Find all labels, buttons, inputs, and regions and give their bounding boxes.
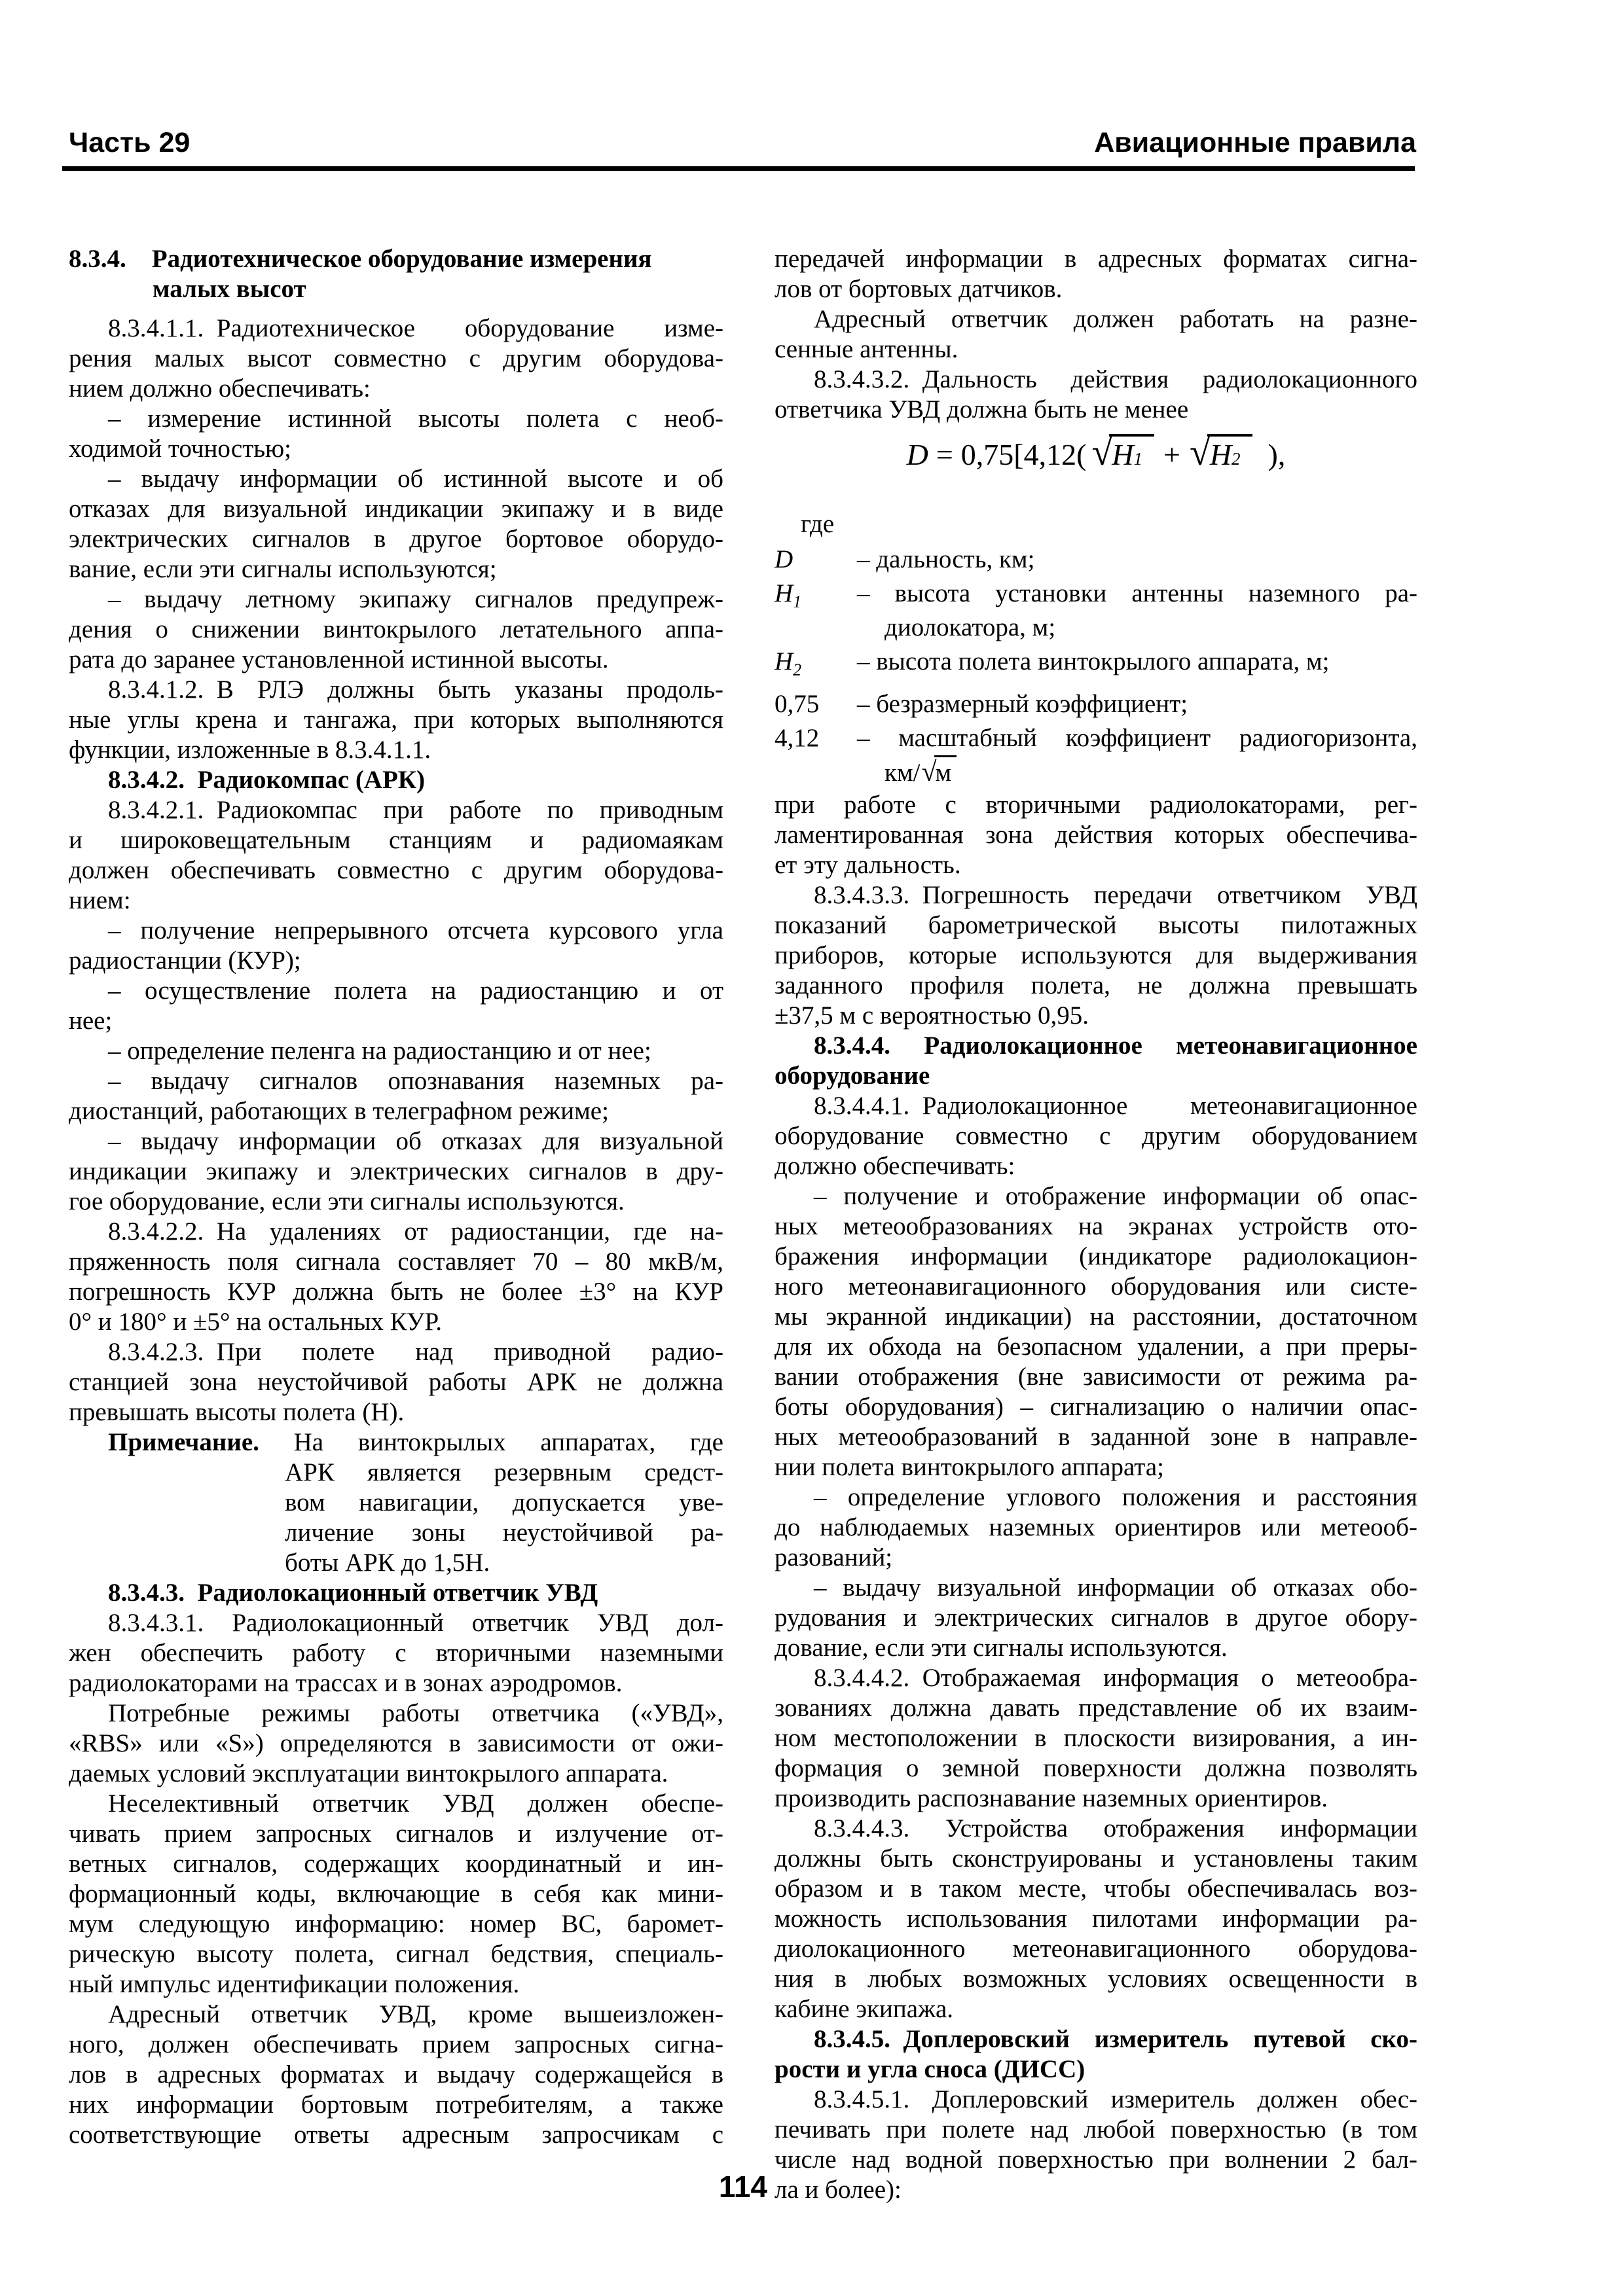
- text-line: ответчика УВД должна быть не менее: [775, 395, 1189, 423]
- text-line: гое оборудование, если эти сигналы используются.: [69, 1187, 625, 1215]
- text-line: Потребные режимы работы ответчика («УВД»,: [108, 1699, 723, 1727]
- text-line: 0° и 180° и ±5° на остальных КУР.: [69, 1308, 443, 1336]
- text-line: 8.3.4.3.3. Погрешность передачи ответчиком УВД: [814, 880, 1417, 909]
- text-line: 8.3.4.2.1. Радиокомпас при работе по приводным: [108, 796, 723, 824]
- section-heading: рости и угла сноса (ДИСС): [775, 2054, 1085, 2083]
- text-line: приборов, которые используются для выдерживания: [775, 941, 1417, 969]
- text-line: – измерение истинной высоты полета с необ-: [108, 404, 723, 433]
- text-line: ла и более):: [775, 2175, 902, 2204]
- text-line: можность использования пилотами информации ра-: [775, 1904, 1417, 1933]
- section-heading: оборудование: [775, 1061, 930, 1090]
- header-document-title: Авиационные правила: [1094, 127, 1416, 158]
- text-line: для их обхода на безопасном удалении, а при преры-: [775, 1332, 1417, 1361]
- text-line: – определение углового положения и расстояния: [814, 1482, 1417, 1511]
- definition-text: [857, 721, 1417, 790]
- text-line: мы экранной индикации) на расстоянии, достаточном: [775, 1302, 1417, 1331]
- text-line: погрешность КУР должна быть не более ±3° на КУР: [69, 1278, 723, 1306]
- text-line: 8.3.4.1.1. Радиотехническое оборудование изме-: [108, 314, 723, 342]
- square-root: [921, 755, 957, 787]
- section-heading: 8.3.4.3. Радиолокационный ответчик УВД: [108, 1579, 598, 1607]
- text-line: 8.3.4.4.2. Отображаемая информация о метеообра-: [814, 1663, 1417, 1692]
- text-line: должны быть сконструированы и установлены таким: [775, 1844, 1417, 1873]
- text-line: соответствующие ответы адресным запросчикам с: [69, 2121, 723, 2149]
- text-line: ных метеообразованиях на экранах устройств ото-: [775, 1211, 1417, 1240]
- text-line: кабине экипажа.: [775, 1994, 954, 2023]
- text-line: бражения информации (индикаторе радиолокацион-: [775, 1242, 1417, 1270]
- text-line: нии полета винтокрылого аппарата;: [775, 1452, 1164, 1481]
- definition-term: 0,75: [775, 689, 820, 718]
- text-line: 8.3.4.4.1. Радиолокационное метеонавигационное: [814, 1091, 1417, 1120]
- text-line: – выдачу информации об истинной высоте и об: [108, 465, 723, 493]
- text-line: превышать высоты полета (Н).: [69, 1398, 405, 1426]
- text-line: ет эту дальность.: [775, 850, 961, 879]
- text-line: ного, должен обеспечивать прием запросных сигна-: [69, 2030, 723, 2058]
- text-line: ный импульс идентификации положения.: [69, 1970, 520, 1998]
- definition-row: [775, 687, 1417, 721]
- text-line: – безразмерный коэффициент;: [857, 689, 1188, 718]
- text-line: ±37,5 м с вероятностью 0,95.: [775, 1001, 1089, 1030]
- text-line: вании отображения (вне зависимости от режима ра-: [775, 1362, 1417, 1391]
- text-line: диолокатора, м;: [884, 613, 1056, 641]
- text-line: при работе с вторичными радиолокаторами, рег-: [775, 790, 1417, 819]
- text-line: электрических сигналов в другое бортовое оборудо-: [69, 525, 723, 553]
- definition-text: [857, 687, 1417, 721]
- section-heading: 8.3.4.5. Доплеровский измеритель путевой ско-: [814, 2024, 1417, 2053]
- text-line: функции, изложенные в 8.3.4.1.1.: [69, 736, 431, 764]
- text-line: образом и в таком месте, чтобы обеспечивалась воз-: [775, 1874, 1417, 1903]
- text-line: ного метеонавигационного оборудования или систе-: [775, 1272, 1417, 1300]
- text-line: рения малых высот совместно с другим оборудова-: [69, 344, 723, 372]
- text-line: нием:: [69, 886, 131, 914]
- text-line: дения о снижении винтокрылого летательного аппа-: [69, 615, 723, 643]
- radical-sign-icon: √: [1091, 431, 1113, 473]
- definition-text: [857, 543, 1417, 577]
- text-line: – выдачу летному экипажу сигналов предупреж-: [108, 585, 723, 613]
- radicand: H1: [1109, 434, 1154, 476]
- text-line: формационный коды, включающие в себя как мини-: [69, 1880, 723, 1908]
- text-line: даемых условий эксплуатации винтокрылого аппарата.: [69, 1759, 668, 1787]
- text-line: – получение и отображение информации об опас-: [814, 1181, 1417, 1210]
- text-line: ные углы крена и тангажа, при которых выполняются: [69, 706, 723, 734]
- section-heading: 8.3.4. Радиотехническое оборудование измерения: [69, 245, 652, 273]
- header-part-number: Часть 29: [69, 127, 191, 158]
- text-line: ных метеообразований в заданной зоне в направле-: [775, 1422, 1417, 1451]
- text-line: передачей информации в адресных форматах сигна-: [775, 245, 1417, 273]
- text-line: 8.3.4.4.3. Устройства отображения информации: [814, 1814, 1417, 1842]
- page-number: 114: [718, 2170, 768, 2204]
- text-line: ния в любых возможных условиях освещенности в: [775, 1964, 1417, 1993]
- distance-formula: D = 0,75[4,12( √ H1 + √ H2 ),: [775, 434, 1417, 499]
- text-line: Неселективный ответчик УВД должен обеспе-: [108, 1789, 723, 1818]
- text-line: 8.3.4.3.2. Дальность действия радиолокационного: [814, 365, 1417, 393]
- note-line: личение зоны неустойчивой ра-: [285, 1518, 723, 1547]
- text-line: 8.3.4.2.2. На удалениях от радиостанции, где на-: [108, 1217, 723, 1246]
- text-line: – выдачу информации об отказах для визуальной: [108, 1127, 723, 1155]
- note-line: вом навигации, допускается уве-: [285, 1488, 723, 1516]
- section-heading: 8.3.4.4. Радиолокационное метеонавигационное: [814, 1031, 1417, 1060]
- text-line: оборудование совместно с другим оборудованием: [775, 1121, 1417, 1150]
- text-line: чивать прием запросных сигналов и излучение от-: [69, 1820, 723, 1848]
- text-line: 8.3.4.1.2. В РЛЭ должны быть указаны продоль-: [108, 675, 723, 704]
- left-column: [69, 244, 723, 2205]
- text-line: лов в адресных форматах и выдачу содержащейся в: [69, 2060, 723, 2089]
- text-line: отказах для визуальной индикации экипажу и в виде: [69, 495, 723, 523]
- text-line: жен обеспечить работу с вторичными наземными: [69, 1639, 723, 1667]
- text-line: диостанций, работающих в телеграфном режиме;: [69, 1097, 609, 1125]
- text-line: станцией зона неустойчивой работы АРК не должна: [69, 1368, 723, 1396]
- text-line: км/ √ м: [857, 755, 1417, 790]
- definition-row: [775, 721, 1417, 790]
- text-line: пряженность поля сигнала составляет 70 – 80 мкВ/м,: [69, 1247, 723, 1276]
- text-line: – осуществление полета на радиостанцию и от: [108, 977, 723, 1005]
- text-line: вание, если эти сигналы используются;: [69, 555, 497, 583]
- text-line: показаний барометрической высоты пилотажных: [775, 910, 1417, 939]
- text-line: индикации экипажу и электрических сигналов в дру-: [69, 1157, 723, 1185]
- note-line: АРК является резервным средст-: [285, 1458, 723, 1486]
- text-line: и широковещательным станциям и радиомаякам: [69, 826, 723, 854]
- text-line: числе над водной поверхностью при волнении 2 бал-: [775, 2145, 1417, 2174]
- page-header: [69, 127, 1416, 158]
- text-line: ходимой точностью;: [69, 435, 291, 463]
- definition-row: [775, 645, 1417, 687]
- text-line: лов от бортовых датчиков.: [775, 275, 1063, 303]
- text-line: ламентированная зона действия которых обеспечива-: [775, 820, 1417, 849]
- header-rule: [62, 166, 1415, 171]
- radicand: м: [934, 755, 957, 787]
- text-line: Адресный ответчик УВД, кроме вышеизложен-: [108, 2000, 723, 2028]
- text-line: печивать при полете над любой поверхностью (в том: [775, 2115, 1417, 2144]
- text-line: должен обеспечивать совместно с другим оборудова-: [69, 856, 723, 884]
- text-line: ветных сигналов, содержащих координатный и ин-: [69, 1850, 723, 1878]
- text-line: – выдачу визуальной информации об отказах обо-: [814, 1573, 1417, 1602]
- definition-term: D: [775, 545, 793, 573]
- text-line: них информации бортовым потребителям, а также: [69, 2090, 723, 2119]
- text-line: 8.3.4.2.3. При полете над приводной радио-: [108, 1338, 723, 1366]
- text-line: Адресный ответчик должен работать на разне-: [814, 305, 1417, 333]
- text-line: радиостанции (КУР);: [69, 946, 301, 975]
- text-line: рудования и электрических сигналов в другое обору-: [775, 1603, 1417, 1632]
- text-line: до наблюдаемых наземных ориентиров или метеооб-: [775, 1513, 1417, 1541]
- text-line: дование, если эти сигналы используются.: [775, 1633, 1228, 1662]
- text-line: зованиях должна давать представление об их взаим-: [775, 1693, 1417, 1722]
- text-line: рата до заранее установленной истинной высоты.: [69, 645, 609, 673]
- square-root: [1189, 431, 1252, 476]
- definition-term: $H_1$: [775, 579, 802, 611]
- text-line: производить распознавание наземных ориентиров.: [775, 1784, 1328, 1812]
- text-line: рическую высоту полета, сигнал бедствия, специаль-: [69, 1940, 723, 1968]
- text-line: – высота полета винтокрылого аппарата, м;: [857, 647, 1330, 675]
- text-line: ном местоположении в плоскости визирования, а ин-: [775, 1723, 1417, 1752]
- definition-term: 4,12: [775, 723, 820, 752]
- text-line: формация о земной поверхности должна позволять: [775, 1753, 1417, 1782]
- text-line: 8.3.4.5.1. Доплеровский измеритель должен обес-: [814, 2085, 1417, 2113]
- text-line: – высота установки антенны наземного ра-: [857, 579, 1417, 607]
- text-line: где: [801, 510, 835, 538]
- definition-row: [775, 577, 1417, 645]
- note-line: Примечание. На винтокрылых аппаратах, где: [108, 1428, 723, 1456]
- text-line: – дальность, км;: [857, 545, 1035, 573]
- text-line: «RBS» или «S») определяются в зависимости от ожи-: [69, 1729, 723, 1757]
- radical-sign-icon: √: [1189, 431, 1211, 473]
- text-line: 8.3.4.3.1. Радиолокационный ответчик УВД дол-: [108, 1609, 723, 1637]
- text-line: – масштабный коэффициент радиогоризонта,: [857, 723, 1417, 752]
- section-heading: 8.3.4.2. Радиокомпас (АРК): [108, 766, 426, 794]
- definition-text: [857, 645, 1417, 687]
- text-line: заданного профиля полета, не должна превышать: [775, 971, 1417, 999]
- section-heading: малых высот: [153, 275, 306, 303]
- text-line: – выдачу сигналов опознавания наземных ра-: [108, 1067, 723, 1095]
- text-line: нием должно обеспечивать:: [69, 374, 371, 403]
- definition-text: [857, 577, 1417, 645]
- right-column: [775, 244, 1417, 2205]
- text-line: радиолокаторами на трассах и в зонах аэродромов.: [69, 1669, 623, 1697]
- text-line: – получение непрерывного отсчета курсового угла: [108, 916, 723, 944]
- radicand: H2: [1207, 434, 1252, 476]
- note-line: боты АРК до 1,5Н.: [285, 1549, 490, 1577]
- text-columns: [69, 244, 1417, 2205]
- text-line: боты оборудования) – сигнализацию о наличии опас-: [775, 1392, 1417, 1421]
- definition-term: $H_2$: [775, 647, 802, 679]
- text-line: – определение пеленга на радиостанцию и от нее;: [108, 1037, 651, 1065]
- text-line: должно обеспечивать:: [775, 1151, 1015, 1180]
- square-root: [1091, 431, 1154, 476]
- definition-row: [775, 543, 1417, 577]
- text-line: нее;: [69, 1007, 113, 1035]
- text-line: мум следующую информацию: номер ВС, баромет-: [69, 1910, 723, 1938]
- text-line: сенные антенны.: [775, 335, 958, 363]
- text-line: разований;: [775, 1543, 893, 1571]
- radical-sign-icon: √: [921, 757, 937, 787]
- text-line: диолокационного метеонавигационного оборудова-: [775, 1934, 1417, 1963]
